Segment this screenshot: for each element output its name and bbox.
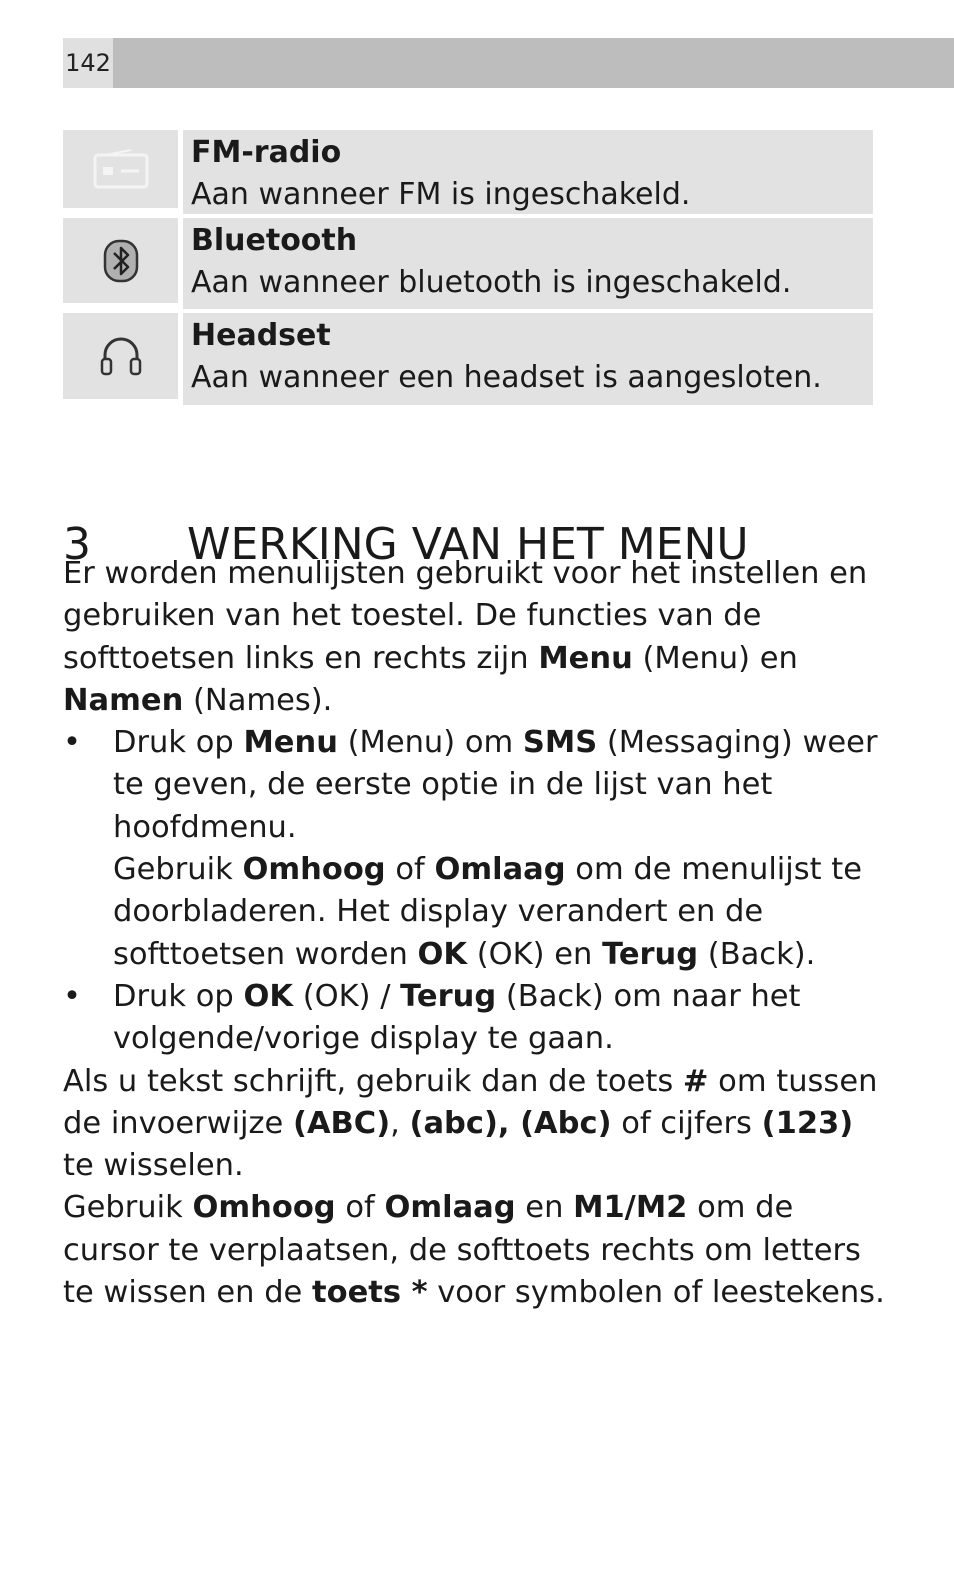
table-row <box>63 130 873 214</box>
text-run: Druk op <box>113 978 244 1014</box>
status-icon-text: Aan wanneer FM is ingeschakeld. <box>191 177 691 212</box>
headset-icon <box>63 313 178 399</box>
text-run-bold: Omlaag <box>384 1190 516 1226</box>
text-run-bold: (123) <box>761 1105 854 1141</box>
text-run: Er worden menulijsten gebruikt voor het instellen en gebruiken van het toestel. De functies van de softtoetsen links en rechts zijn <box>63 556 868 676</box>
text-run: , <box>390 1105 410 1141</box>
text-run-bold: Menu <box>243 725 338 761</box>
status-icon-description <box>183 218 873 309</box>
text-run: om de cursor te verplaatsen, de softtoets rechts om letters te wissen en de <box>63 1190 861 1311</box>
text-run-bold: toets * <box>312 1275 428 1311</box>
text-run-bold: Omlaag <box>434 852 566 888</box>
text-run-bold: OK <box>417 936 468 972</box>
text-run-bold: Terug <box>400 978 497 1014</box>
status-icon-description <box>183 130 873 214</box>
text-run: (Menu) om <box>337 725 523 761</box>
text-run: (Back) om naar het volgende/vorige display te gaan. <box>113 978 801 1057</box>
bluetooth-icon <box>63 218 178 303</box>
text-run-bold: (ABC) <box>293 1105 391 1141</box>
text-run: om tussen de invoerwijze <box>63 1063 878 1141</box>
list-item <box>63 976 893 1061</box>
status-icon-table <box>63 130 873 409</box>
text-run: om de menulijst te doorbladeren. Het display verandert en de softtoetsen worden <box>113 852 863 972</box>
section-title: WERKING VAN HET MENU <box>187 519 749 571</box>
body-text <box>63 553 893 1314</box>
text-run-bold: SMS <box>522 725 598 761</box>
bullet-list <box>63 722 893 1060</box>
text-run-bold: M1/M2 <box>573 1190 688 1226</box>
text-run: (Back). <box>698 936 816 972</box>
text-run: voor symbolen of leestekens. <box>427 1275 885 1311</box>
status-icon-title: FM-radio <box>191 135 342 170</box>
paragraph <box>63 1061 893 1188</box>
text-run: (Names). <box>183 682 333 718</box>
text-run-bold: Namen <box>63 682 184 718</box>
text-run: en <box>515 1190 574 1226</box>
text-run: of cijfers <box>611 1105 762 1141</box>
text-run: Druk op <box>113 725 244 761</box>
paragraph <box>63 553 893 722</box>
text-run-bold: Terug <box>602 936 699 972</box>
section-number: 3 <box>63 519 91 571</box>
table-row <box>63 313 873 405</box>
text-run-bold: # <box>682 1063 709 1099</box>
text-run: Gebruik <box>63 1190 193 1226</box>
text-run-bold: Menu <box>538 640 633 676</box>
text-run: Gebruik <box>113 852 243 888</box>
text-run: Als u tekst schrijft, gebruik dan de toets <box>63 1063 683 1099</box>
page-number: 142 <box>63 38 113 88</box>
paragraph <box>63 1187 893 1314</box>
text-run: (Menu) en <box>632 640 798 676</box>
status-icon-description <box>183 313 873 405</box>
status-icon-text: Aan wanneer een headset is aangesloten. <box>191 360 822 395</box>
text-run: (OK) en <box>467 936 603 972</box>
status-icon-title: Headset <box>191 318 331 353</box>
text-run: of <box>335 1190 385 1226</box>
page-header-bar <box>63 38 954 88</box>
table-row <box>63 218 873 309</box>
text-run-bold: OK <box>243 978 293 1014</box>
text-run-bold: (abc), (Abc) <box>409 1105 612 1141</box>
text-run-bold: Omhoog <box>192 1190 336 1226</box>
list-item <box>63 722 893 976</box>
text-run: (Messaging) weer te geven, de eerste optie in de lijst van het hoofdmenu. <box>113 725 878 845</box>
text-run: of <box>385 852 435 888</box>
status-icon-title: Bluetooth <box>191 223 358 258</box>
status-icon-text: Aan wanneer bluetooth is ingeschakeld. <box>191 265 792 300</box>
text-run: te wisselen. <box>63 1148 244 1184</box>
text-run: (OK) / <box>293 978 401 1014</box>
text-run-bold: Omhoog <box>242 852 386 888</box>
radio-icon <box>63 130 178 208</box>
